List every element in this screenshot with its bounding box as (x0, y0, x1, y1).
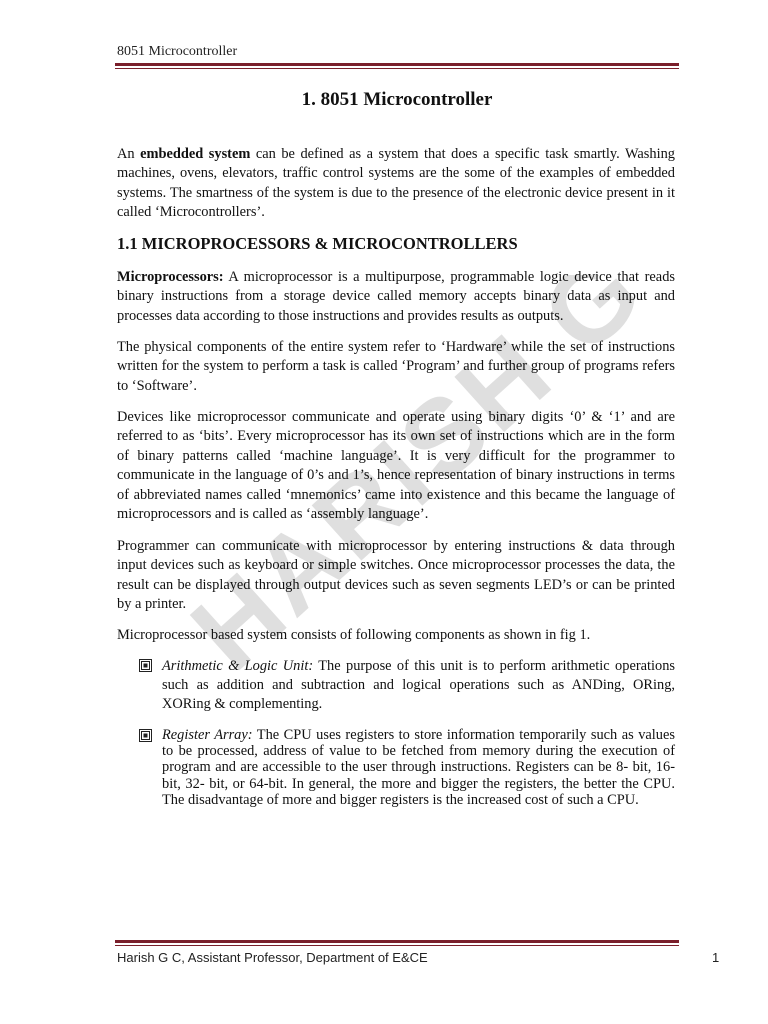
page-number: 1 (712, 950, 720, 965)
intro-paragraph (117, 145, 675, 223)
paragraph-hardware-software: The physical components of the entire system refer to ‘Hardware’ while the set of instructions written for the system to perform a task is called ‘Program’ and further group of programs refers to ‘Software’. (117, 339, 675, 394)
footer-author: Harish G C, Assistant Professor, Department of E&CE (117, 950, 428, 965)
microprocessors-text: A microprocessor is a multipurpose, programmable logic device that reads binary instructions from a storage device called memory accepts binary data as input and processes data according to those instructions and provides results as outputs. (117, 269, 675, 324)
page-title: 1. 8051 Microcontroller (301, 89, 493, 110)
bullet-alu-body: The purpose of this unit is to perform arithmetic operations such as addition and subtraction and logical operations such as ANDing, ORing, XORing & complementing. (162, 658, 675, 712)
footer-rule-thick (115, 940, 679, 943)
bullet-alu (139, 657, 675, 714)
bullet-register-array (139, 727, 675, 808)
bullet-alu-term: Arithmetic & Logic Unit: (162, 658, 314, 674)
bullet-register-array-body: The CPU uses registers to store information temporarily such as values to be processed, address of value to be fetched from memory during the execution of program and are accessible to the user through instructions. Registers can be 8- bit, 16- bit, 32- bit, or 64-bit. In general, the more and bigger the registers, the better the CPU. The disadvantage of more and bigger registers is the increased cost of such a CPU. (162, 727, 675, 808)
bullet-alu-text (162, 657, 675, 714)
paragraph-programmer: Programmer can communicate with microprocessor by entering instructions & data through input devices such as keyboard or simple switches. Once microprocessor processes the data, the result can be displayed through output devices such as seven segments LED’s or can be printed by a printer. (117, 538, 675, 613)
bullet-register-array-text (162, 727, 675, 808)
paragraph-microprocessors (117, 268, 675, 326)
intro-lead: An (117, 146, 141, 162)
bullet-register-array-term: Register Array: (162, 727, 253, 743)
header-rule-thin (115, 68, 679, 69)
intro-term: embedded system (140, 146, 251, 162)
paragraph-machine-language: Devices like microprocessor communicate and operate using binary digits ‘0’ & ‘1’ and are referred to as ‘bits’. Every microprocessor has its own set of instructions which are in the form of binary patterns called ‘machine language’. It is very difficult for the programmer to communicate in the language of 0’s and 1’s, hence representation of binary instructions in terms of abbreviated names called ‘mnemonics’ came into existence and this became the language of microprocessors and is called as ‘assembly language’. (117, 409, 675, 523)
watermark-text: HARISH G (168, 275, 655, 693)
square-bullet-icon (139, 659, 152, 672)
section-heading: 1.1 MICROPROCESSORS & MICROCONTROLLERS (117, 234, 518, 253)
square-bullet-icon (139, 729, 152, 742)
running-header: 8051 Microcontroller (117, 44, 238, 59)
microprocessors-term: Microprocessors: (117, 269, 224, 285)
header-rule-thick (115, 63, 679, 66)
footer-rule-thin (115, 945, 679, 946)
intro-text: can be defined as a system that does a specific task smartly. Washing machines, ovens, elevators, traffic control systems are the some of the examples of embedded systems. The smartness of the system is due to the presence of the electronic device present in it called ‘Microcontrollers’. (117, 146, 675, 221)
paragraph-components-intro: Microprocessor based system consists of following components as shown in fig 1. (117, 627, 591, 643)
